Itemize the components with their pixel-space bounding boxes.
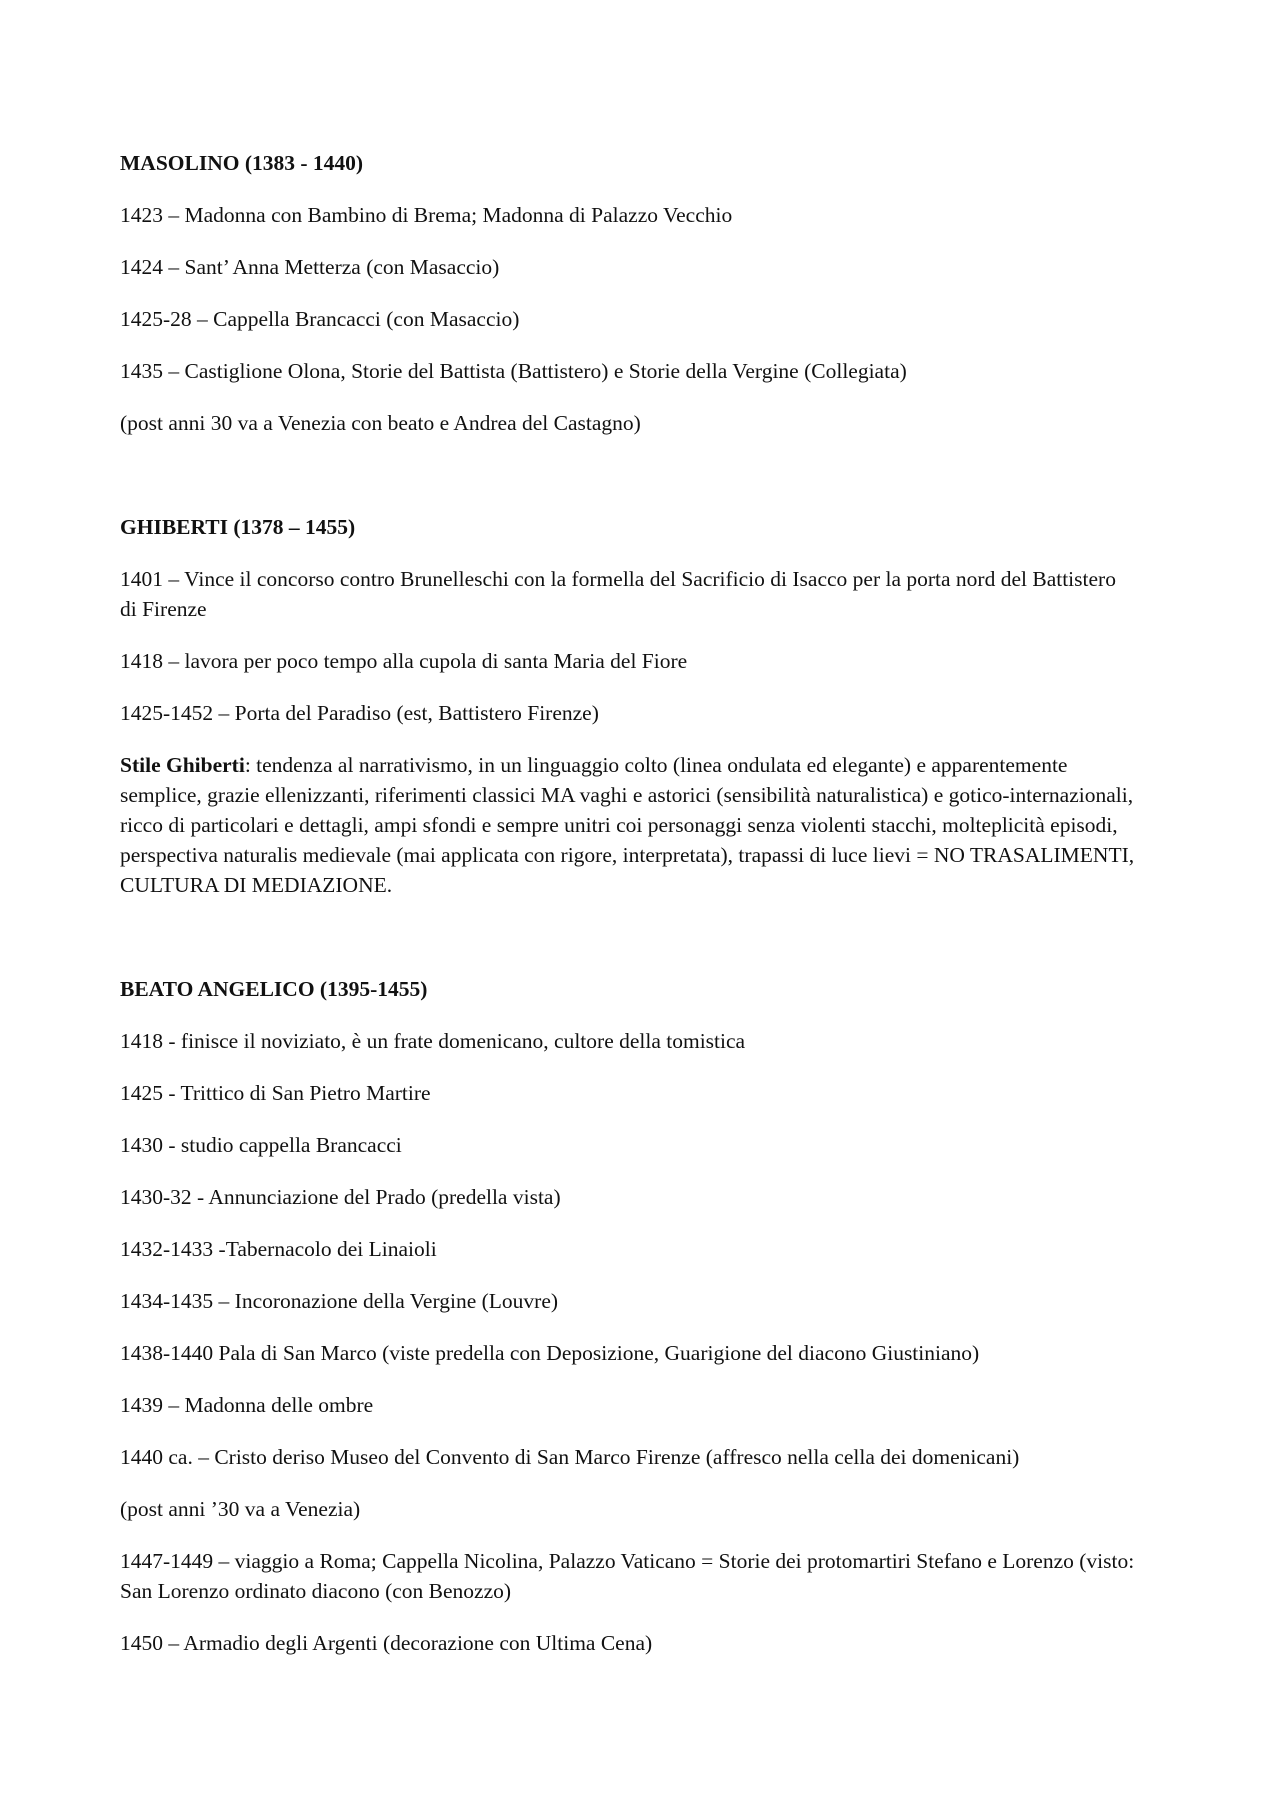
style-paragraph: [120, 750, 1135, 900]
style-text: : tendenza al narrativismo, in un linguaggio colto (linea ondulata ed elegante) e apparentemente semplice, grazie ellenizzanti, riferimenti classici MA vaghi e astorici (sensibilità naturalistica) e gotico-internazionali, ricco di particolari e dettagli, ampi sfondi e sempre unitri coi personaggi senza violenti stacchi, molteplicità episodi, perspectiva naturalis medievale (mai applicata con rigore, interpretata), trapassi di luce lievi = NO TRASALIMENTI, CULTURA DI MEDIAZIONE.: [120, 753, 1135, 897]
list-item: 1423 – Madonna con Bambino di Brema; Madonna di Palazzo Vecchio: [120, 203, 733, 227]
list-item: (post anni ’30 va a Venezia): [120, 1497, 361, 1521]
list-item: 1401 – Vince il concorso contro Brunelleschi con la formella del Sacrificio di Isacco per la porta nord del Battistero di Firenze: [120, 567, 1116, 621]
section-masolino: [120, 148, 1135, 438]
list-item: 1425-28 – Cappella Brancacci (con Masaccio): [120, 307, 520, 331]
list-item: 1438-1440 Pala di San Marco (viste predella con Deposizione, Guarigione del diacono Giustiniano): [120, 1341, 980, 1365]
list-item: 1418 – lavora per poco tempo alla cupola di santa Maria del Fiore: [120, 649, 688, 673]
list-item: 1435 – Castiglione Olona, Storie del Battista (Battistero) e Storie della Vergine (Collegiata): [120, 359, 907, 383]
section-heading: MASOLINO (1383 - 1440): [120, 151, 364, 175]
list-item: 1432-1433 -Tabernacolo dei Linaioli: [120, 1237, 437, 1261]
list-item: 1430 - studio cappella Brancacci: [120, 1133, 402, 1157]
list-item: 1440 ca. – Cristo deriso Museo del Convento di San Marco Firenze (affresco nella cella dei domenicani): [120, 1445, 1020, 1469]
section-heading: GHIBERTI (1378 – 1455): [120, 515, 356, 539]
list-item: 1434-1435 – Incoronazione della Vergine (Louvre): [120, 1289, 559, 1313]
list-item: (post anni 30 va a Venezia con beato e Andrea del Castagno): [120, 411, 641, 435]
list-item: 1418 - finisce il noviziato, è un frate domenicano, cultore della tomistica: [120, 1029, 746, 1053]
section-ghiberti: [120, 512, 1135, 900]
list-item: 1425-1452 – Porta del Paradiso (est, Battistero Firenze): [120, 701, 599, 725]
list-item: 1450 – Armadio degli Argenti (decorazione con Ultima Cena): [120, 1631, 653, 1655]
style-label: Stile Ghiberti: [120, 753, 245, 777]
list-item: 1439 – Madonna delle ombre: [120, 1393, 374, 1417]
section-beato-angelico: [120, 974, 1135, 1658]
section-heading: BEATO ANGELICO (1395-1455): [120, 977, 428, 1001]
list-item: 1430-32 - Annunciazione del Prado (predella vista): [120, 1185, 561, 1209]
document-page: [120, 148, 1135, 1680]
list-item: 1447-1449 – viaggio a Roma; Cappella Nicolina, Palazzo Vaticano = Storie dei protomartiri Stefano e Lorenzo (visto: San Lorenzo ordinato diacono (con Benozzo): [120, 1549, 1135, 1603]
list-item: 1425 - Trittico di San Pietro Martire: [120, 1081, 431, 1105]
list-item: 1424 – Sant’ Anna Metterza (con Masaccio): [120, 255, 500, 279]
